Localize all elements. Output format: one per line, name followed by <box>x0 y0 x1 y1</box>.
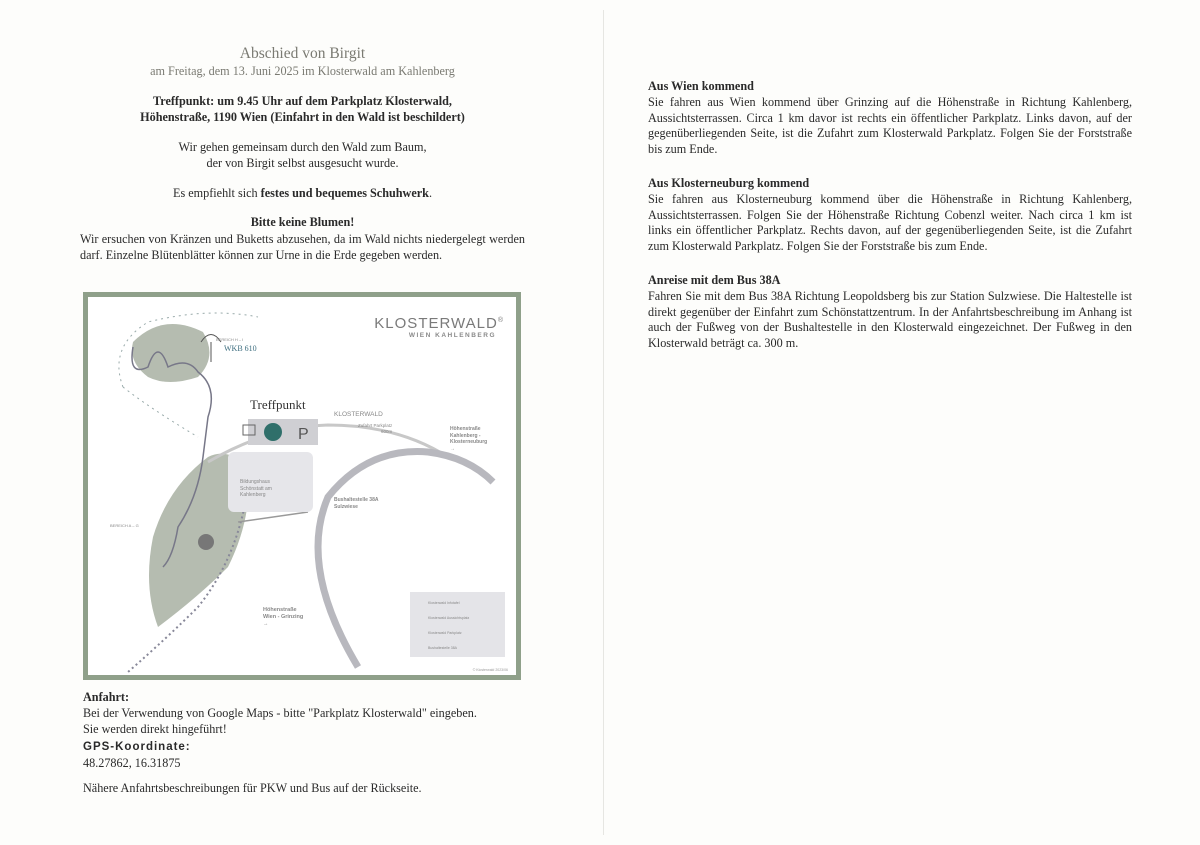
section-text: Sie fahren aus Wien kommend über Grinzing auf die Höhenstraße in Richtung Kahlenberg, Aussichtsterrassen. Circa 1 km davor ist rechts ein öffentlicher Parkplatz. Links davon, auf der gegenüberliegenden Seite, ist die Zufahrt zum Klosterwald Parkplatz. Folgen Sie der Forststraße bis zum Ende. <box>648 94 1132 157</box>
bus-stop-label <box>334 497 378 510</box>
shoes-note <box>80 185 525 202</box>
house-2: Schönstatt am <box>240 485 272 492</box>
page-title: Abschied von Birgit <box>239 45 366 62</box>
section-bus <box>648 273 1132 352</box>
forest-area-north <box>132 324 209 382</box>
page-fold <box>603 10 604 835</box>
meeting-point-line1: Treffpunkt: um 9.45 Uhr auf dem Parkplatz Klosterwald, <box>153 93 452 108</box>
invitation-text <box>80 44 525 264</box>
parking-icon: P <box>298 426 309 443</box>
access-line1: Zufahrt Parkplatz <box>358 423 393 428</box>
walk-line2: der von Birgit selbst ausgesucht wurde. <box>206 156 399 170</box>
house-1: Bildungshaus <box>240 479 271 485</box>
access-line2: 600m <box>381 429 393 434</box>
shoes-post: . <box>428 185 432 200</box>
section-heading: Aus Klosterneuburg kommend <box>648 175 810 190</box>
section-from-klosterneuburg <box>648 176 1132 255</box>
gps-label: GPS-Koordinate: <box>83 741 191 753</box>
area-label-top: BEREICH H – I <box>216 337 244 342</box>
road-label-south <box>263 607 303 628</box>
legend-item: Klosterwald Infotafel <box>428 601 460 605</box>
tree-label: WKB 610 <box>224 344 257 353</box>
shoes-pre: Es empfiehlt sich <box>173 185 261 200</box>
road-ne-1: Höhenstraße <box>450 426 481 432</box>
bildungshaus-label <box>240 479 272 499</box>
road-label-ne <box>450 426 487 452</box>
google-maps-note: Bei der Verwendung von Google Maps - bitte "Parkplatz Klosterwald" eingeben. <box>83 706 477 720</box>
road-s-1: Höhenstraße <box>263 607 297 613</box>
access-label <box>358 423 392 435</box>
arrow-icon: → <box>263 621 269 627</box>
section-heading: Anreise mit dem Bus 38A <box>648 272 781 287</box>
section-text: Fahren Sie mit dem Bus 38A Richtung Leopoldsberg bis zur Station Sulzwiese. Die Haltestelle ist direkt gegenüber der Einfahrt zum Schönstattzentrum. In der Anfahrtsbeschreibung im Anhang ist auch der Fußweg von der Bushaltestelle in den Klosterwald eingezeichnet. Der Fußweg in den Klosterwald beträgt ca. 300 m. <box>648 288 1132 351</box>
gps-value: 48.27862, 16.31875 <box>83 756 181 770</box>
road-ne-3: Klosterneuburg <box>450 439 488 445</box>
brand-mark: ® <box>497 317 504 324</box>
legend-item: Klosterwald Aussichtsplatz <box>428 616 470 620</box>
map-copyright: © Klosterwald 2023/06 <box>472 668 508 672</box>
bus-2: Sulzwiese <box>334 503 358 510</box>
area-label-left: BEREICH A – G <box>110 523 139 528</box>
shoes-bold: festes und bequemes Schuhwerk <box>260 185 429 200</box>
aussichtsplatz-icon <box>198 534 214 550</box>
back-side-note: Nähere Anfahrtsbeschreibungen für PKW und Bus auf der Rückseite. <box>83 781 422 795</box>
bus-1: Bushaltestelle 38A <box>334 497 379 503</box>
section-text: Sie fahren aus Klosterneuburg kommend über die Höhenstraße in Richtung Kahlenberg, Aussichtsterrassen. Folgen Sie der Höhenstraße Richtung Cobenzl weiter. Nach circa 1 km ist links ein öffentlicher Parkplatz. Rechts davon, auf der gegenüberliegenden Seite, ist die Zufahrt zum Klosterwald Parkplatz. Folgen Sie der Forststraße bis zum Ende. <box>648 191 1132 254</box>
road-ne-2: Kahlenberg - <box>450 432 481 439</box>
meeting-label: Treffpunkt <box>250 397 306 412</box>
meeting-point-marker <box>264 423 282 441</box>
section-from-vienna <box>648 79 1132 158</box>
legend-item: Bushaltestelle 38A <box>428 646 457 650</box>
klosterwald-label: KLOSTERWALD <box>334 411 383 418</box>
directions-footer <box>83 689 523 796</box>
directions-details <box>648 79 1132 370</box>
event-date: am Freitag, dem 13. Juni 2025 im Klosterwald am Kahlenberg <box>150 64 455 78</box>
brand-logo <box>374 315 504 339</box>
brand-subtitle: WIEN KAHLENBERG <box>408 332 496 339</box>
walk-line1: Wir gehen gemeinsam durch den Wald zum Baum, <box>178 139 427 154</box>
legend-item: Klosterwald Parkplatz <box>428 631 462 635</box>
no-flowers-text: Wir ersuchen von Kränzen und Buketts abzusehen, da im Wald nichts niedergelegt werden darf. Einzelne Blütenblätter können zur Urne in die Erde gegeben werden. <box>80 231 525 262</box>
section-heading: Aus Wien kommend <box>648 79 754 93</box>
location-map <box>83 292 521 680</box>
road-s-2: Wien - Grinzing <box>263 614 304 620</box>
map-legend <box>428 596 469 656</box>
house-3: Kahlenberg <box>240 492 266 498</box>
guided-note: Sie werden direkt hingeführt! <box>83 722 227 736</box>
brand-name: KLOSTERWALD <box>374 315 498 332</box>
meeting-point-line2: Höhenstraße, 1190 Wien (Einfahrt in den Wald ist beschildert) <box>140 110 465 124</box>
no-flowers-heading: Bitte keine Blumen! <box>250 215 355 229</box>
directions-heading: Anfahrt: <box>83 690 130 704</box>
arrow-icon: → <box>450 445 455 452</box>
